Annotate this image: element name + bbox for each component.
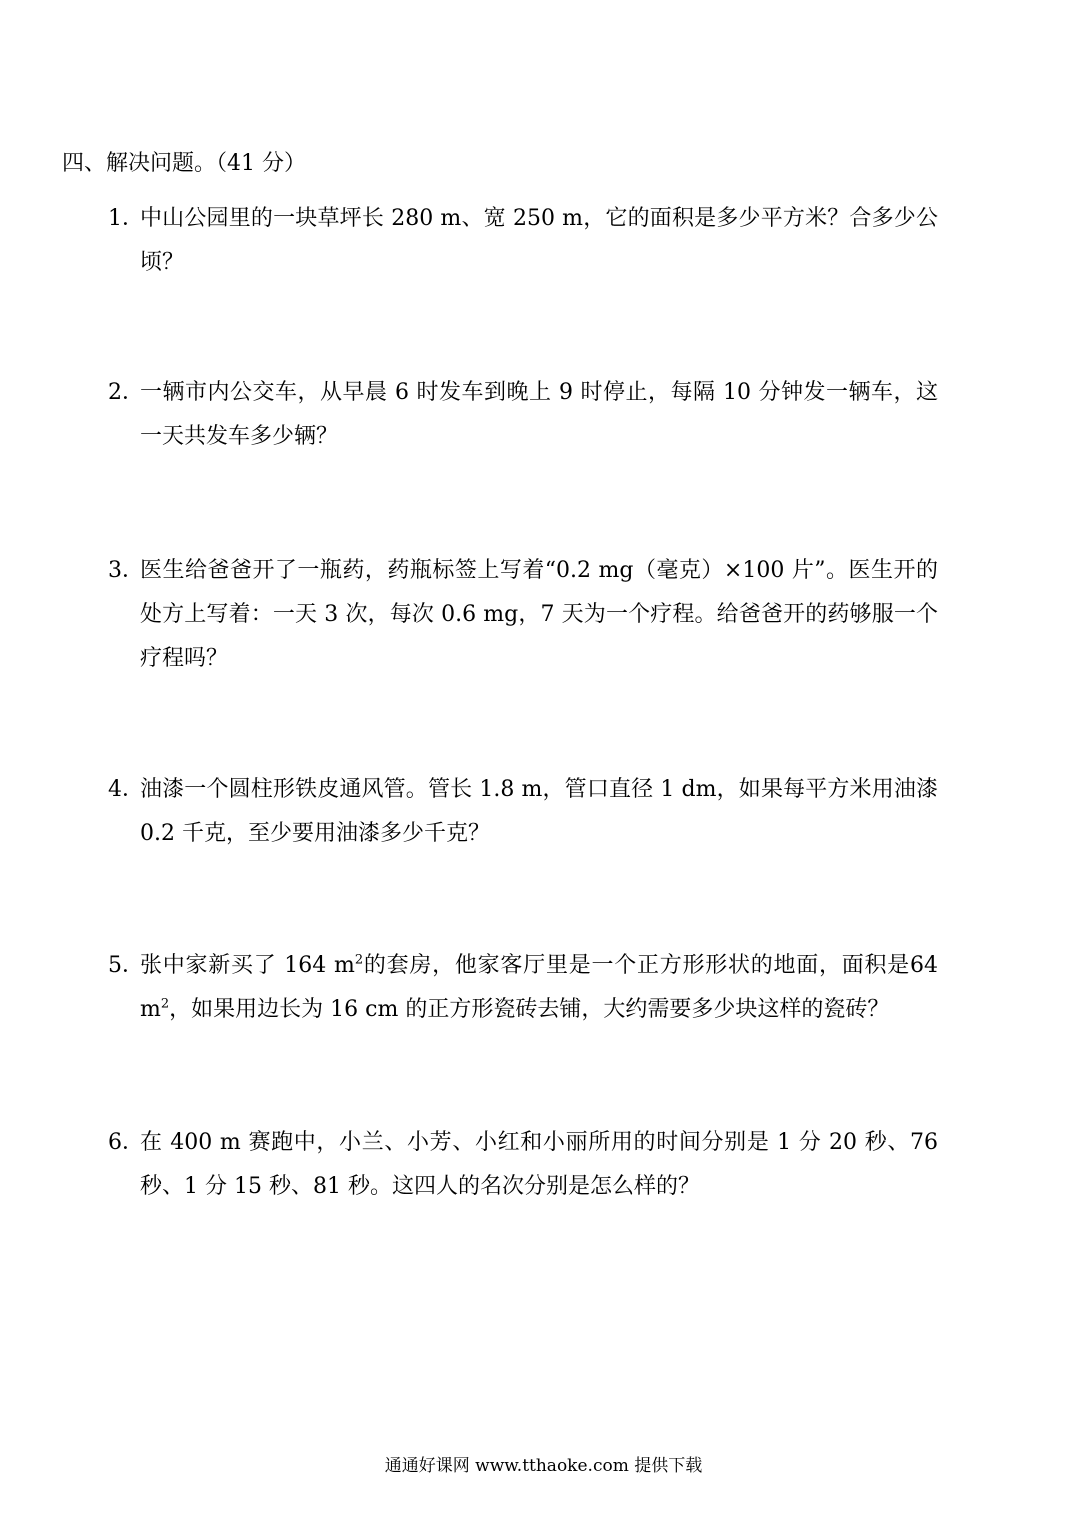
superscript: 2 [354,952,364,968]
problem-text-part: 的套房，他家客厅里是一个正方形形状的地面，面积是64 m [140,953,938,1022]
problem-5 [108,944,938,1032]
superscript: 2 [160,996,170,1012]
problem-number: 4． [108,777,144,802]
problem-number: 2． [108,380,144,405]
problem-number: 6． [108,1130,144,1155]
problem-6 [108,1121,938,1209]
problem-2 [108,371,938,459]
problem-text: 医生给爸爸开了一瓶药，药瓶标签上写着“0.2 mg（毫克）×100 片”。医生开的处方上写着：一天 3 次，每次 0.6 mg，7 天为一个疗程。给爸爸开的药够服一个疗程吗？ [140,558,938,671]
section-title: 四、解决问题。（41 分） [62,151,306,176]
problem-number: 3． [108,558,144,583]
problem-text: 中山公园里的一块草坪长 280 m、宽 250 m，它的面积是多少平方米？合多少公顷？ [140,206,938,275]
problem-text: 在 400 m 赛跑中，小兰、小芳、小红和小丽所用的时间分别是 1 分 20 秒、76 秒、1 分 15 秒、81 秒。这四人的名次分别是怎么样的？ [140,1130,938,1199]
footer-text: 通通好课网 www.tthaoke.com 提供下载 [384,1456,703,1476]
problem-text: 一辆市内公交车，从早晨 6 时发车到晚上 9 时停止，每隔 10 分钟发一辆车，这一天共发车多少辆？ [140,380,938,449]
problem-text-part: 张中家新买了 164 m [140,953,355,978]
problem-number: 1． [108,206,144,231]
problem-text-part: ，如果用边长为 16 cm 的正方形瓷砖去铺，大约需要多少块这样的瓷砖？ [169,997,890,1022]
problem-4 [108,768,938,856]
problem-text: 油漆一个圆柱形铁皮通风管。管长 1.8 m，管口直径 1 dm，如果每平方米用油漆 0.2 千克，至少要用油漆多少千克？ [140,777,938,846]
problem-1 [108,197,938,285]
problem-3 [108,549,938,681]
problem-text [140,944,938,1032]
problem-number: 5． [108,953,144,978]
